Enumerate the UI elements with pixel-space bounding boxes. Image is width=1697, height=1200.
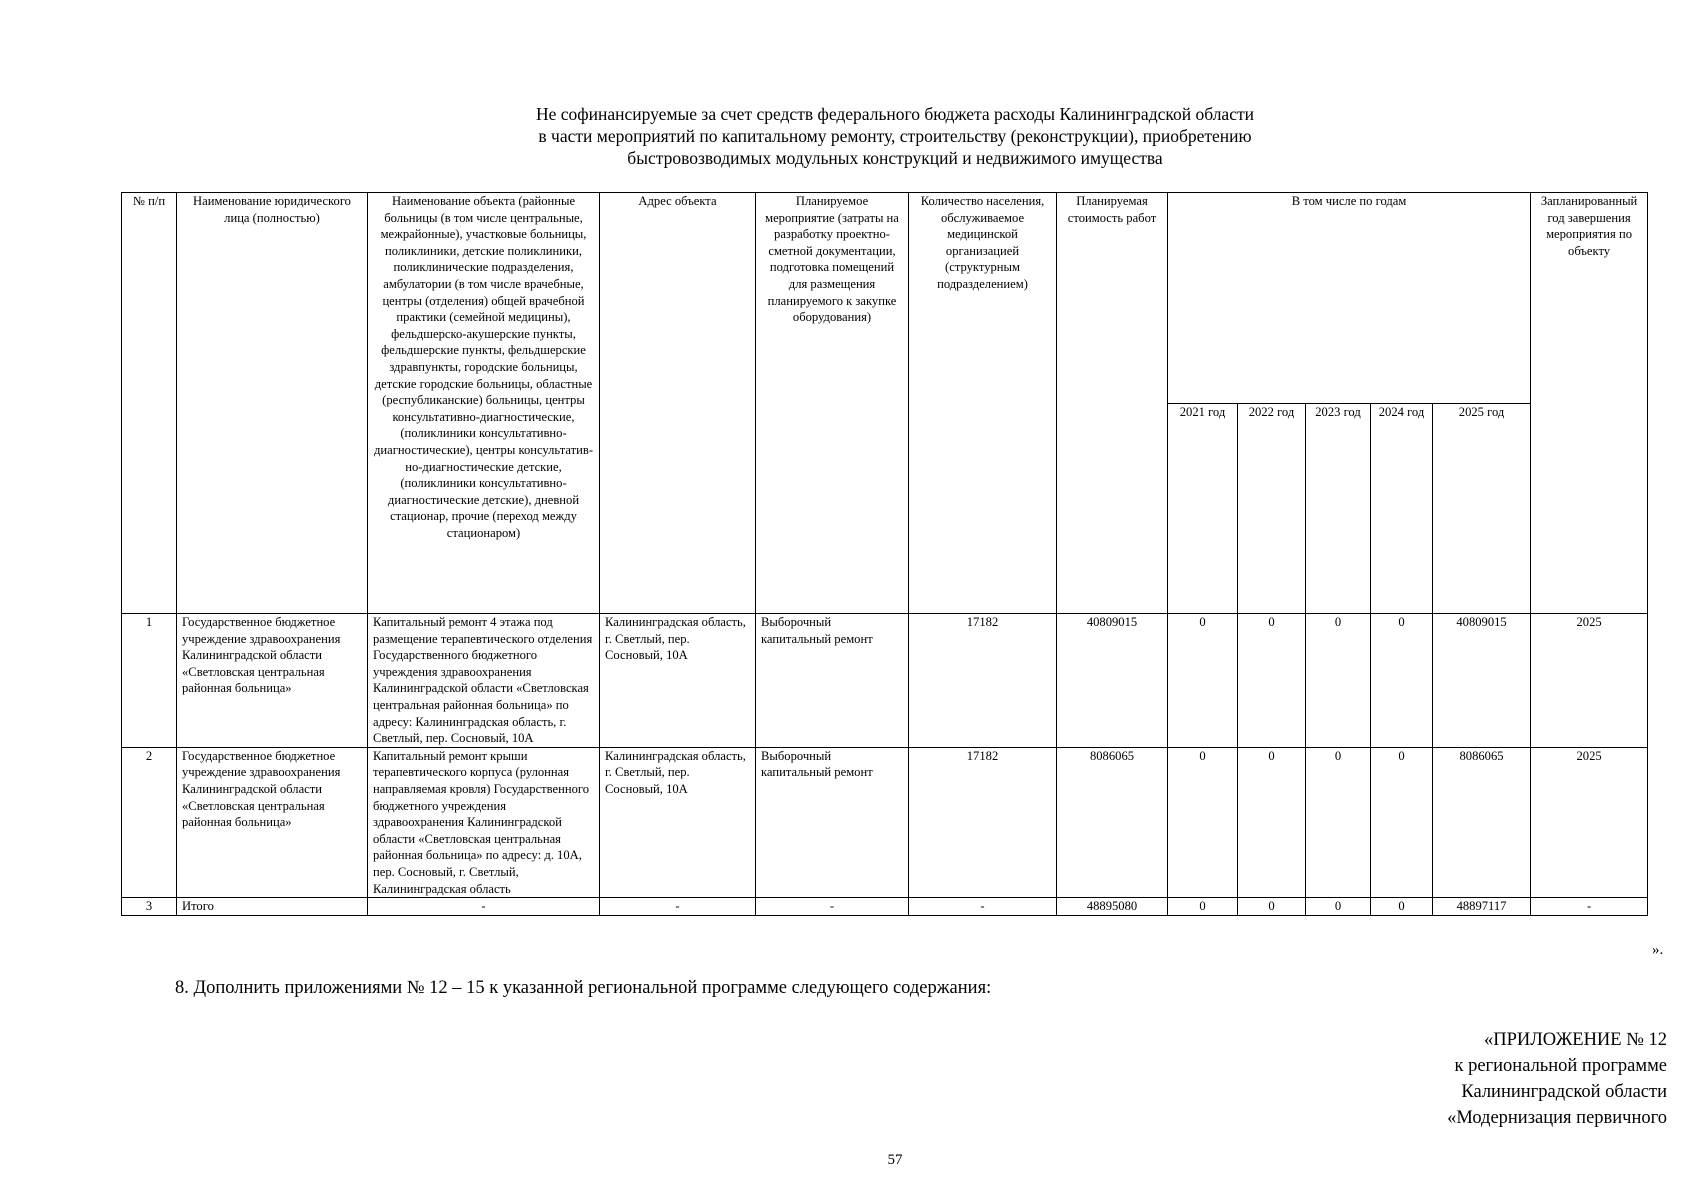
row-cost: 8086065: [1057, 747, 1168, 897]
header-population: Количество населения, обслуживаемое медицинской организацией (структурным подразделением): [909, 193, 1057, 614]
appendix-line-3: Калининградской области: [1461, 1082, 1667, 1102]
row-2025: 8086065: [1433, 747, 1531, 897]
row-cost: 48895080: [1057, 898, 1168, 916]
row-completion: 2025: [1531, 747, 1648, 897]
row-event: Выборочный капитальный ремонт: [756, 614, 909, 748]
row-event: Выборочный капитальный ремонт: [756, 747, 909, 897]
row-entity: Итого: [177, 898, 368, 916]
row-2023: 0: [1306, 747, 1371, 897]
row-num: 3: [122, 898, 177, 916]
row-num: 1: [122, 614, 177, 748]
row-entity: Государственное бюджетное учреждение здравоохранения Калининградской области «Светловская центральная районная больница»: [177, 747, 368, 897]
header-2023: 2023 год: [1306, 403, 1371, 614]
title-line-2: в части мероприятий по капитальному ремонту, строительству (реконструкции), приобретению: [538, 126, 1252, 146]
amendment-paragraph: 8. Дополнить приложениями № 12 – 15 к указанной региональной программе следующего содержания:: [175, 978, 992, 998]
header-row: [122, 193, 1648, 404]
row-completion: -: [1531, 898, 1648, 916]
appendix-line-2: к региональной программе: [1454, 1056, 1667, 1076]
row-address: Калининградская область, г. Светлый, пер. Сосновый, 10А: [600, 747, 756, 897]
closing-quote-mark: ».: [1652, 942, 1664, 958]
row-2024: 0: [1371, 747, 1433, 897]
header-2024: 2024 год: [1371, 403, 1433, 614]
row-object: Капитальный ремонт крыши терапевтического корпуса (рулонная направляемая кровля) Государственного бюджетного учреждения здравоохранения Калининградской области «Светловская центральная районная больница» по адресу: д. 10А, пер. Сосновый, г. Светлый, Калининградская область: [368, 747, 600, 897]
row-num: 2: [122, 747, 177, 897]
row-2022: 0: [1238, 614, 1306, 748]
table-row: [122, 747, 1648, 897]
row-cost: 40809015: [1057, 614, 1168, 748]
row-2023: 0: [1306, 898, 1371, 916]
header-object: Наименование объекта (районные больницы (в том числе центральные, межрайонные), участковые больницы, поликлиники, детские поликлиники, поликлинические подразделения, амбулатории (в том числе врачебные, центры (отделения) общей врачебной практики (семейной медицины), фельдшерско-акушерские пункты, фельдшерские пункты, фельдшерские здравпункты, городские больницы, детские городские больницы, областные (республиканские) больницы, центры консультативно-диагностические, (поликлиники консультативно-диагностические), центры консультативно-диагностические детские, (поликлиники консультативно-диагностические детские), дневной стационар, прочие (переход между стационаром): [368, 193, 600, 614]
row-2024: 0: [1371, 898, 1433, 916]
row-2025: 48897117: [1433, 898, 1531, 916]
row-object: -: [368, 898, 600, 916]
row-2024: 0: [1371, 614, 1433, 748]
row-object: Капитальный ремонт 4 этажа под размещение терапевтического отделения Государственного бюджетного учреждения здравоохранения Калининградской области «Светловская центральная районная больница» по адресу: Калининградская область, г. Светлый, пер. Сосновый, 10А: [368, 614, 600, 748]
row-population: -: [909, 898, 1057, 916]
row-2023: 0: [1306, 614, 1371, 748]
row-2022: 0: [1238, 747, 1306, 897]
row-2021: 0: [1168, 898, 1238, 916]
expenses-table: [121, 192, 1648, 916]
title-line-3: быстровозводимых модульных конструкций и недвижимого имущества: [627, 148, 1163, 168]
header-address: Адрес объекта: [600, 193, 756, 614]
row-completion: 2025: [1531, 614, 1648, 748]
header-2025: 2025 год: [1433, 403, 1531, 614]
row-2025: 40809015: [1433, 614, 1531, 748]
header-by-years: В том числе по годам: [1168, 193, 1531, 404]
table-row: [122, 614, 1648, 748]
table-row-total: [122, 898, 1648, 916]
row-2021: 0: [1168, 747, 1238, 897]
row-population: 17182: [909, 614, 1057, 748]
header-event: Планируемое мероприятие (затраты на разработку проектно-сметной документации, подготовка помещений для размещения планируемого к закупке оборудования): [756, 193, 909, 614]
row-2021: 0: [1168, 614, 1238, 748]
header-2021: 2021 год: [1168, 403, 1238, 614]
row-entity: Государственное бюджетное учреждение здравоохранения Калининградской области «Светловская центральная районная больница»: [177, 614, 368, 748]
header-completion: Запланированный год завершения мероприятия по объекту: [1531, 193, 1648, 614]
document-title: [0, 103, 1697, 169]
header-num: № п/п: [122, 193, 177, 614]
appendix-line-4: «Модернизация первичного: [1447, 1108, 1667, 1128]
row-event: -: [756, 898, 909, 916]
title-line-1: Не софинансируемые за счет средств федерального бюджета расходы Калининградской области: [536, 104, 1254, 124]
row-address: -: [600, 898, 756, 916]
header-entity: Наименование юридического лица (полностью): [177, 193, 368, 614]
header-cost: Планируемая стоимость работ: [1057, 193, 1168, 614]
row-2022: 0: [1238, 898, 1306, 916]
appendix-line-1: «ПРИЛОЖЕНИЕ № 12: [1483, 1030, 1667, 1050]
row-population: 17182: [909, 747, 1057, 897]
row-address: Калининградская область, г. Светлый, пер. Сосновый, 10А: [600, 614, 756, 748]
header-2022: 2022 год: [1238, 403, 1306, 614]
page-number: 57: [887, 1152, 903, 1168]
appendix-heading: [1447, 1027, 1667, 1131]
